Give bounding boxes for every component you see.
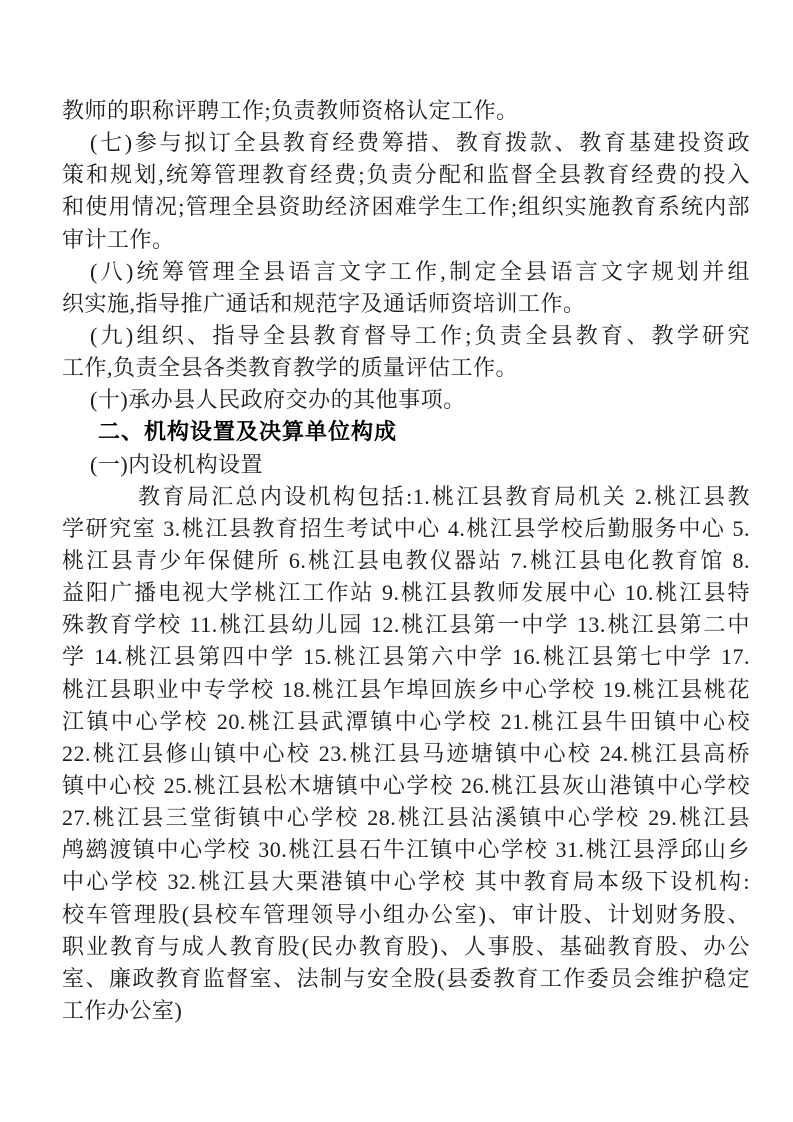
text-line: 工作办公室): [62, 997, 183, 1023]
text-line: 桃江县职业中专学校 18.桃江县乍埠回族乡中心学校 19.桃江县桃花: [62, 676, 750, 702]
text-line: 校车管理股(县校车管理领导小组办公室)、审计股、计划财务股、: [62, 901, 750, 927]
text-line: (七)参与拟订全县教育经费筹措、教育拨款、教育基建投资政: [90, 130, 750, 156]
text-line: 中心学校 32.桃江县大栗港镇中心学校 其中教育局本级下设机构:: [62, 869, 750, 895]
text-line: 教师的职称评聘工作;负责教师资格认定工作。: [62, 98, 519, 123]
document-text: [62, 95, 750, 1027]
text-line: 江镇中心学校 20.桃江县武潭镇中心学校 21.桃江县牛田镇中心校: [62, 708, 750, 734]
text-line: 策和规划,统筹管理教育经费;负责分配和监督全县教育经费的投入: [62, 162, 750, 188]
text-line: 桃江县青少年保健所 6.桃江县电教仪器站 7.桃江县电化教育馆 8.: [62, 547, 750, 573]
text-line: 22.桃江县修山镇中心校 23.桃江县马迹塘镇中心校 24.桃江县高桥: [62, 740, 750, 766]
text-line: 鸬鹚渡镇中心学校 30.桃江县石牛江镇中心学校 31.桃江县浮邱山乡: [62, 837, 750, 863]
text-line: (八)统筹管理全县语言文字工作,制定全县语言文字规划并组: [90, 258, 750, 284]
text-line: 工作,负责全县各类教育教学的质量评估工作。: [62, 355, 519, 381]
text-line: 职业教育与成人教育股(民办教育股)、人事股、基础教育股、办公: [62, 933, 750, 959]
text-line: 27.桃江县三堂街镇中心学校 28.桃江县沾溪镇中心学校 29.桃江县: [62, 805, 750, 831]
text-line: 教育局汇总内设机构包括:1.桃江县教育局机关 2.桃江县教: [138, 483, 750, 509]
text-line: 学 14.桃江县第四中学 15.桃江县第六中学 16.桃江县第七中学 17.: [62, 644, 750, 670]
text-line: (十)承办县人民政府交办的其他事项。: [90, 387, 466, 413]
section-heading: 二、机构设置及决算单位构成: [98, 419, 398, 445]
text-line: 镇中心校 25.桃江县松木塘镇中心学校 26.桃江县灰山港镇中心学校: [62, 772, 750, 798]
text-line: (一)内设机构设置: [90, 451, 264, 477]
text-line: 织实施,指导推广通话和规范字及通话师资培训工作。: [62, 290, 586, 316]
text-line: 学研究室 3.桃江县教育招生考试中心 4.桃江县学校后勤服务中心 5.: [62, 515, 750, 541]
text-line: 益阳广播电视大学桃江工作站 9.桃江县教师发展中心 10.桃江县特: [62, 580, 750, 606]
text-line: 殊教育学校 11.桃江县幼儿园 12.桃江县第一中学 13.桃江县第二中: [62, 612, 750, 638]
text-line: 和使用情况;管理全县资助经济困难学生工作;组织实施教育系统内部: [62, 194, 750, 220]
text-line: 审计工作。: [62, 226, 175, 252]
text-line: 室、廉政教育监督室、法制与安全股(县委教育工作委员会维护稳定: [62, 965, 750, 991]
text-line: (九)组织、指导全县教育督导工作;负责全县教育、教学研究: [90, 322, 750, 348]
